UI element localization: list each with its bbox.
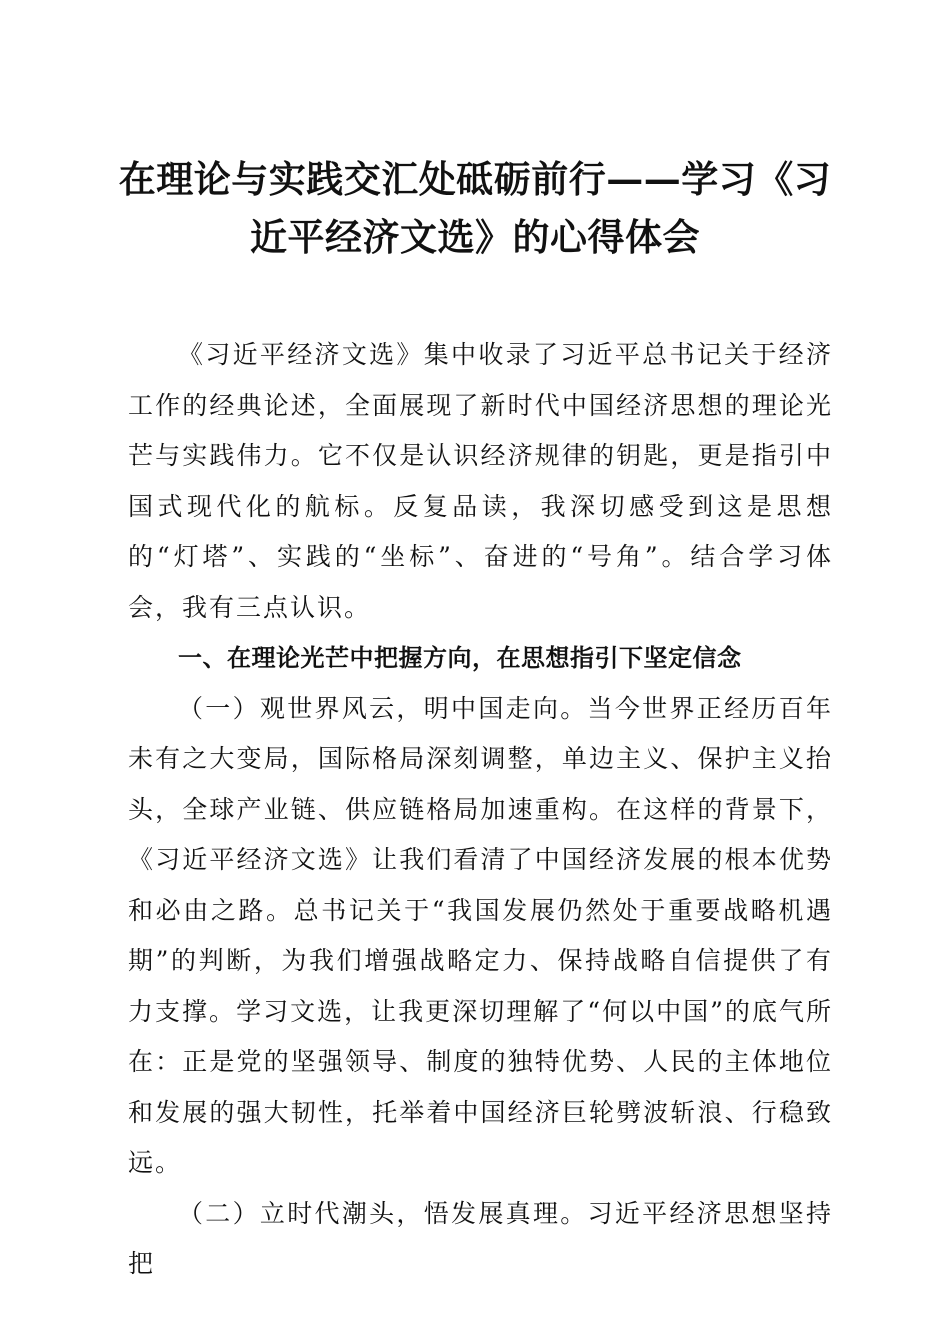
section1-paragraph-1: （一）观世界风云，明中国走向。当今世界正经历百年未有之大变局，国际格局深刻调整，单边主义、保护主义抬头，全球产业链、供应链格局加速重构。在这样的背景下，《习近平经济文选》让我们看清了中国经济发展的根本优势和必由之路。总书记关于“我国发展仍然处于重要战略机遇期”的判断，为我们增强战略定力、保持战略自信提供了有力支撑。学习文选，让我更深切理解了“何以中国”的底气所在：正是党的坚强领导、制度的独特优势、人民的主体地位和发展的强大韧性，托举着中国经济巨轮劈波斩浪、行稳致远。: [128, 693, 833, 1177]
document-body: [128, 330, 833, 1290]
section-heading-1: 一、在理论光芒中把握方向，在思想指引下坚定信念: [178, 644, 742, 672]
section1-paragraph-2: （二）立时代潮头，悟发展真理。习近平经济思想坚持把: [128, 1198, 833, 1278]
document-title: 在理论与实践交汇处砥砺前行——学习《习近平经济文选》的心得体会: [118, 157, 832, 259]
intro-paragraph: 《习近平经济文选》集中收录了习近平总书记关于经济工作的经典论述，全面展现了新时代中国经济思想的理论光芒与实践伟力。它不仅是认识经济规律的钥匙，更是指引中国式现代化的航标。反复品读，我深切感受到这是思想的“灯塔”、实践的“坐标”、奋进的“号角”。结合学习体会，我有三点认识。: [128, 340, 833, 622]
